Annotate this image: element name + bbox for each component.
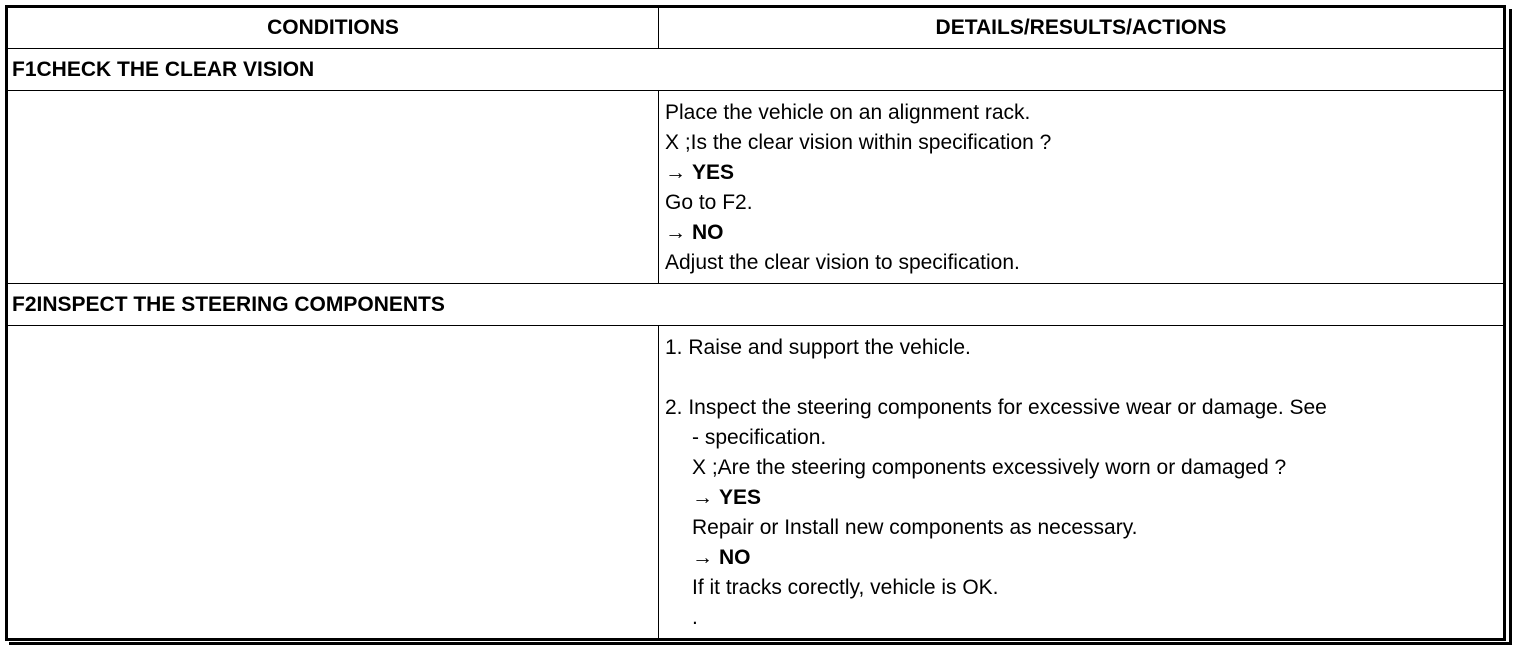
step-f1-no bbox=[665, 218, 1497, 248]
step-f1-conditions bbox=[7, 91, 659, 284]
step-f2-line-5: Repair or Install new components as necessary. bbox=[692, 516, 1138, 539]
table-shadow-bottom bbox=[9, 642, 1512, 645]
step-f2-line-4: X ;Are the steering components excessively worn or damaged ? bbox=[692, 456, 1287, 479]
step-f2-conditions bbox=[7, 326, 659, 640]
spacer bbox=[665, 363, 1497, 393]
yes-label: YES bbox=[692, 161, 735, 184]
step-f2-line-2: 2. Inspect the steering components for excessive wear or damage. See bbox=[665, 396, 1327, 419]
arrow-right-icon: → bbox=[665, 161, 686, 184]
yes-label: YES bbox=[719, 486, 762, 509]
step-f2-line-3: - specification. bbox=[692, 426, 827, 449]
step-f2-line-7: . bbox=[692, 606, 698, 629]
arrow-right-icon: → bbox=[665, 221, 686, 244]
step-f1-line-4: Adjust the clear vision to specification. bbox=[665, 251, 1020, 274]
table-shadow-right bbox=[1509, 9, 1512, 645]
diagnostic-table bbox=[5, 5, 1506, 641]
arrow-right-icon: → bbox=[692, 486, 713, 509]
step-f1-details bbox=[659, 91, 1505, 284]
step-f1-title: F1CHECK THE CLEAR VISION bbox=[7, 49, 1505, 91]
no-label: NO bbox=[692, 221, 724, 244]
step-f1-yes bbox=[665, 158, 1497, 188]
step-f2-title: F2INSPECT THE STEERING COMPONENTS bbox=[7, 284, 1505, 326]
details-header: DETAILS/RESULTS/ACTIONS bbox=[659, 7, 1505, 49]
step-f2-yes bbox=[665, 483, 1497, 513]
step-body-row bbox=[7, 91, 1505, 284]
step-f1-line-3: Go to F2. bbox=[665, 191, 753, 214]
step-body-row bbox=[7, 326, 1505, 640]
step-title-row bbox=[7, 284, 1505, 326]
conditions-header: CONDITIONS bbox=[7, 7, 659, 49]
step-f2-no bbox=[665, 543, 1497, 573]
table-header-row bbox=[7, 7, 1505, 49]
step-f2-line-1: 1. Raise and support the vehicle. bbox=[665, 336, 971, 359]
step-title-row bbox=[7, 49, 1505, 91]
no-label: NO bbox=[719, 546, 751, 569]
step-f2-line-6: If it tracks corectly, vehicle is OK. bbox=[692, 576, 999, 599]
step-f1-line-1: Place the vehicle on an alignment rack. bbox=[665, 101, 1031, 124]
step-f2-details bbox=[659, 326, 1505, 640]
step-f1-line-2: X ;Is the clear vision within specification ? bbox=[665, 131, 1052, 154]
arrow-right-icon: → bbox=[692, 546, 713, 569]
